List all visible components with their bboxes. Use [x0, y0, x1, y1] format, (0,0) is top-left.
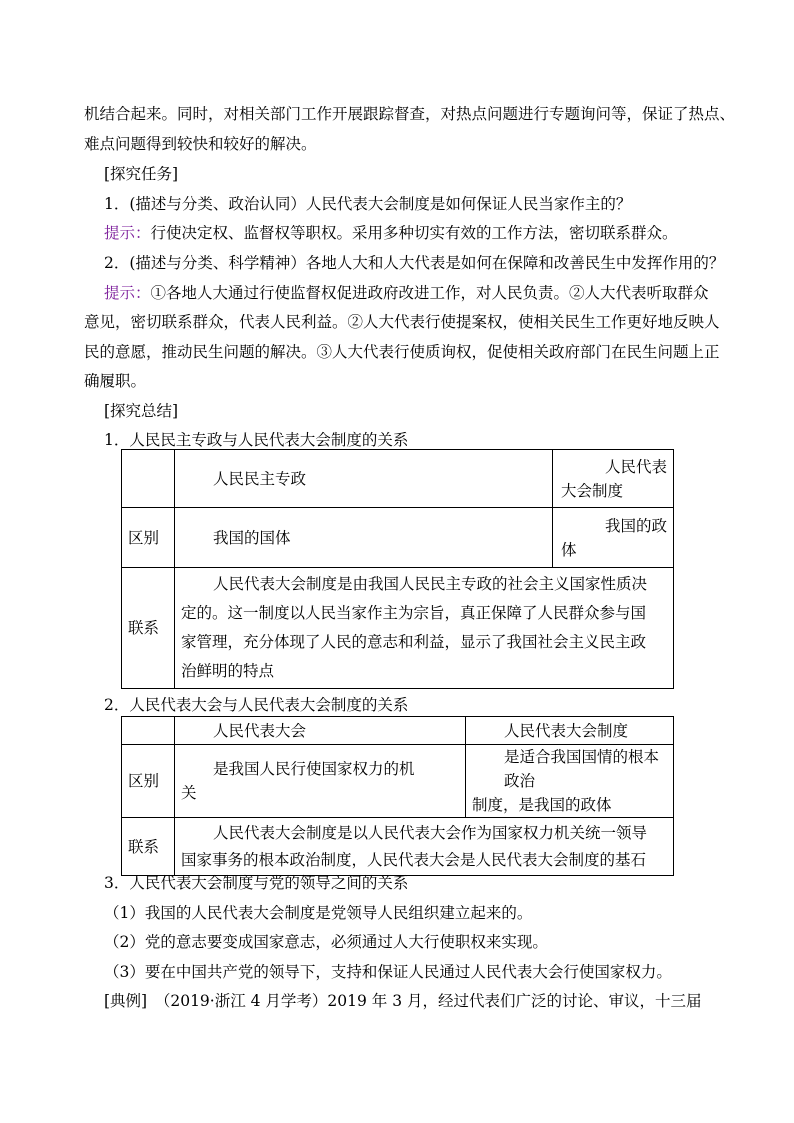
answer-2-line-3: 民的意愿，推动民生问题的解决。③人大代表行使质询权，促使相关政府部门在民生问题上正: [84, 343, 720, 361]
section-3-point-2: （2）党的意志要变成国家意志，必须通过人大行使职权来实现。: [104, 933, 548, 951]
cell-line: 制度，是我国的政体: [472, 796, 612, 814]
explore-summary-heading: [探究总结]: [104, 402, 179, 420]
intro-line-1: 机结合起来。同时，对相关部门工作开展跟踪督查，对热点问题进行专题询问等，保证了热点、: [84, 105, 736, 123]
section-3-point-3: （3）要在中国共产党的领导下，支持和保证人民通过人民代表大会行使国家权力。: [104, 963, 672, 981]
section-3-title: 3．人民代表大会制度与党的领导之间的关系: [104, 874, 409, 892]
table-1-title: 1．人民民主专政与人民代表大会制度的关系: [104, 431, 409, 449]
answer-1: [104, 223, 678, 243]
cell-line: 人民代表大会制度是由我国人民民主专政的社会主义国家性质决: [213, 575, 648, 593]
cell-npc-system-definition: [466, 745, 674, 818]
hint-label: 提示：: [104, 284, 151, 302]
answer-1-text: 行使决定权、监督权等职权。采用多种切实有效的工作方法，密切联系群众。: [150, 224, 678, 242]
row-label-difference: 区别: [122, 745, 175, 818]
table-header-dictatorship: 人民民主专政: [175, 450, 553, 508]
row-label-connection: 联系: [122, 568, 175, 689]
section-3-point-1: （1）我国的人民代表大会制度是党领导人民组织建立起来的。: [104, 904, 533, 922]
table-header-npc: 人民代表大会: [175, 717, 466, 745]
cell-npc-definition: [175, 745, 466, 818]
cell-line: 是我国人民行使国家权力的机: [213, 760, 415, 778]
question-1: 1．(描述与分类、政治认同）人民代表大会制度是如何保证人民当家作主的？: [104, 195, 632, 213]
cell-line: 定的。这一制度以人民当家作主为宗旨，真正保障了人民群众参与国: [181, 604, 647, 622]
table-dictatorship-vs-npc-system: [121, 449, 674, 689]
cell-line: 国家事务的根本政治制度，人民代表大会是人民代表大会制度的基石: [181, 850, 647, 869]
explore-task-heading: [探究任务]: [104, 165, 179, 183]
cell-line: 关: [181, 784, 197, 802]
answer-2-line-2: 意见，密切联系群众，代表人民利益。②人大代表行使提案权，使相关民生工作更好地反映人: [84, 313, 720, 331]
cell-line: 是适合我国国情的根本政治: [504, 748, 660, 790]
table-cell-empty: [122, 717, 175, 745]
table-2-title: 2．人民代表大会与人民代表大会制度的关系: [104, 696, 409, 714]
table-header-npc-system: 人民代表大会制度: [466, 717, 674, 745]
cell-line: 人民代表大会制度是以人民代表大会作为国家权力机关统一领导: [213, 823, 648, 842]
row-label-connection: 联系: [122, 818, 175, 876]
example-line: [典例] （2019·浙江 4 月学考）2019 年 3 月，经过代表们广泛的讨论、审议，十三届: [104, 992, 702, 1010]
answer-2-text: ①各地人大通过行使监督权促进政府改进工作，对人民负责。②人大代表听取群众: [150, 284, 709, 302]
cell-government-system: [553, 508, 674, 568]
header-line: 大会制度: [561, 481, 624, 500]
cell-connection-text: [175, 818, 674, 876]
cell-line: 治鲜明的特点: [181, 662, 275, 680]
cell-state-system: 我国的国体: [175, 508, 553, 568]
cell-line: 家管理，充分体现了人民的意志和利益，显示了我国社会主义民主政: [181, 633, 647, 651]
question-2: 2．(描述与分类、科学精神）各地人大和人大代表是如何在保障和改善民生中发挥作用的？: [104, 254, 725, 272]
answer-2-line-4: 确履职。: [84, 372, 147, 390]
header-line: 人民代表: [604, 457, 667, 476]
table-header-npc-system: [553, 450, 674, 508]
cell-line: 我国的政: [604, 516, 667, 535]
answer-2-line-1: [104, 283, 709, 303]
row-label-difference: 区别: [122, 508, 175, 568]
table-npc-vs-npc-system: [121, 716, 674, 876]
cell-line: 体: [561, 540, 577, 559]
hint-label: 提示：: [104, 224, 151, 242]
cell-connection-text: [175, 568, 674, 689]
intro-line-2: 难点问题得到较快和较好的解决。: [84, 135, 317, 153]
table-cell-empty: [122, 450, 175, 508]
